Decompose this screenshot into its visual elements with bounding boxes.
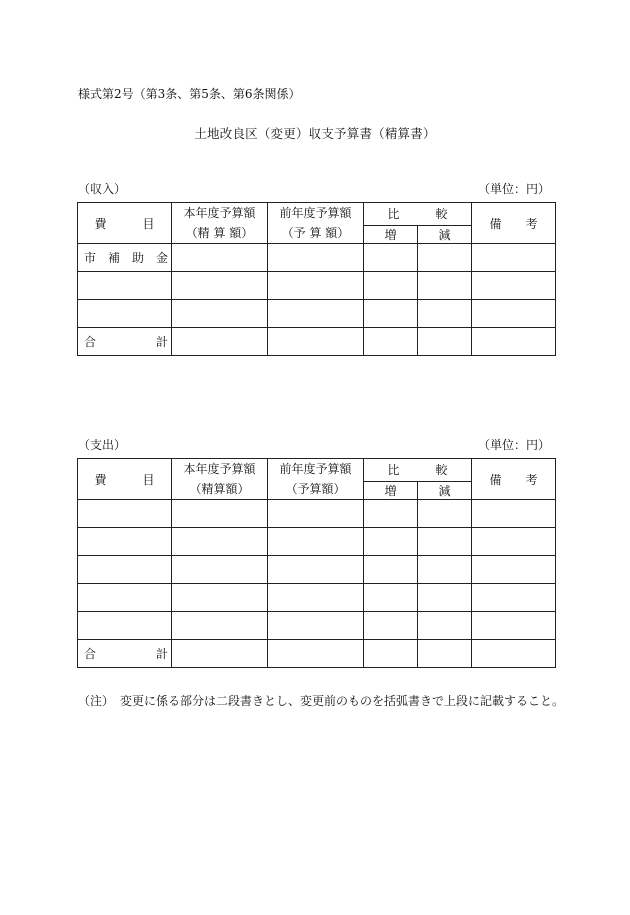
income-row-item [78, 272, 172, 300]
income-total-label: 合 計 [78, 328, 172, 356]
expenditure-header-item: 費 目 [78, 459, 172, 500]
income-header-item: 費 目 [78, 203, 172, 244]
table-row [78, 500, 556, 528]
expenditure-header-remarks: 備 考 [472, 459, 556, 500]
expenditure-row-item [78, 500, 172, 528]
document-title: 土地改良区（変更）収支予算書（精算書） [194, 126, 436, 141]
footnote: （注） 変更に係る部分は二段書きとし、変更前のものを括弧書きで上段に記載すること。 [78, 694, 565, 708]
income-header-remarks: 備 考 [472, 203, 556, 244]
income-header-comparison: 比 較 [364, 203, 472, 226]
income-header-increase: 増 [364, 225, 418, 243]
expenditure-header-increase: 増 [364, 481, 418, 499]
income-table [77, 202, 556, 356]
expenditure-total-label: 合 計 [78, 640, 172, 668]
expenditure-header-comparison: 比 較 [364, 459, 472, 482]
income-total-row [78, 328, 556, 356]
table-row [78, 612, 556, 640]
expenditure-row-item [78, 556, 172, 584]
expenditure-header-previous-year: 前年度予算額 （予算額） [268, 459, 364, 500]
expenditure-unit-label: （単位：円） [477, 438, 550, 452]
income-row-item [78, 300, 172, 328]
income-section-label: （収入） [78, 182, 127, 196]
income-unit-label: （単位：円） [477, 182, 550, 196]
income-header-decrease: 減 [418, 225, 472, 243]
table-row [78, 556, 556, 584]
expenditure-header-decrease: 減 [418, 481, 472, 499]
expenditure-header-current-year: 本年度予算額 （精算額） [172, 459, 268, 500]
expenditure-table [77, 458, 556, 668]
expenditure-row-item [78, 612, 172, 640]
income-header-current-year: 本年度予算額 （精 算 額） [172, 203, 268, 244]
expenditure-section-label: （支出） [78, 438, 127, 452]
table-row [78, 272, 556, 300]
table-row [78, 528, 556, 556]
income-header-previous-year: 前年度予算額 （予 算 額） [268, 203, 364, 244]
form-number: 様式第2号（第3条、第5条、第6条関係） [78, 87, 301, 101]
table-row [78, 584, 556, 612]
expenditure-total-row [78, 640, 556, 668]
table-row [78, 300, 556, 328]
expenditure-row-item [78, 528, 172, 556]
table-row [78, 244, 556, 272]
income-row-item: 市 補 助 金 [78, 244, 172, 272]
expenditure-row-item [78, 584, 172, 612]
